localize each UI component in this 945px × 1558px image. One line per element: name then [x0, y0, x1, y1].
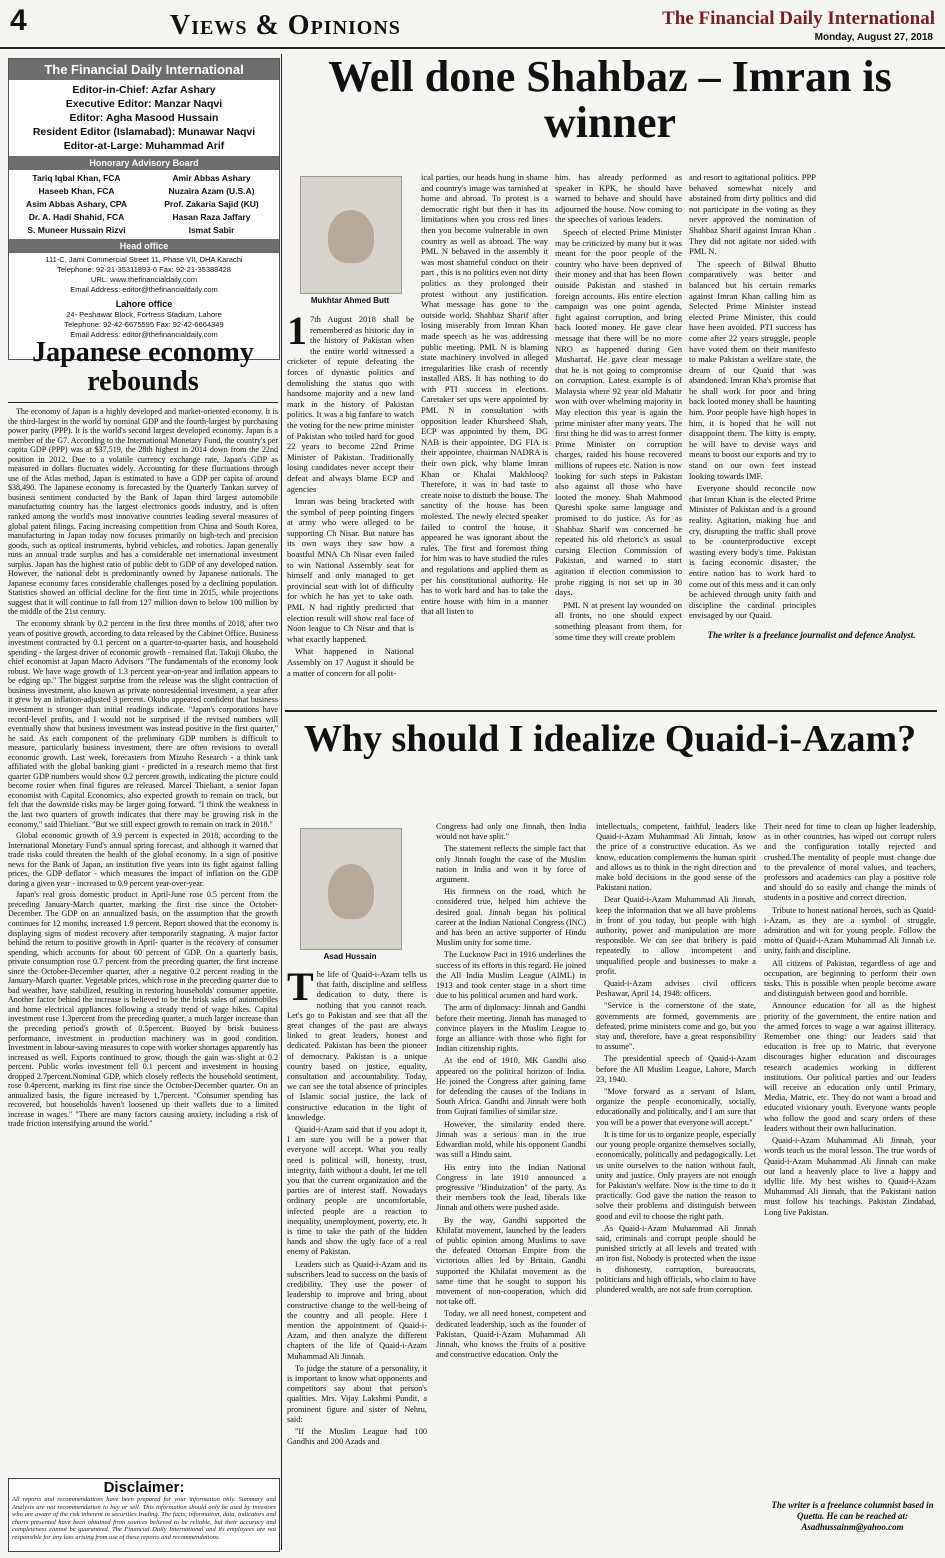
masthead-box [8, 58, 280, 360]
paragraph: Global economic growth of 3.9 percent is expected in 2018, according to the International Monetary Fund's annual spring forecast, and although it warned that trade risks could threaten the health of the global economy. In a sign of positive news for the Bank of Japan, an institution five years into its fight against falling prices, the GDP deflator - which measures the impact of inflation on the GDP during a given year - increased to 0.9 percent year-over-year. [8, 831, 278, 888]
shahbaz-column-4 [689, 172, 816, 627]
paragraph: The economy of Japan is a highly developed and market-oriented economy. It is the third-largest in the world by nominal GDP and the fourth-largest by purchasing power parity (PPP). It is the world's second largest developed economy. Japan is a member of the G7. According to the International Monetary Fund, the country's per capita GDP (PPP) was at $37,519, the 28th highest in 2014 down from the 22nd position in 2012. Due to a volatile currency exchange rate, Japan's GDP as measured in dollars fluctuates widely. Accounting for these fluctuations through use of the Atlas method, Japan is estimated to have a GDP per capita of around $38,490. The Japanese economy is forecasted by the Quarterly Tankan survey of business sentiment conducted by the Bank of Japan third largest automobile manufacturing country has the largest electronics goods industry, and is often ranked among the world's most innovative countries leading several measures of global patent filings. Facing increasing competition from China and South Korea, manufacturing in Japan today now focuses primarily on high-tech and precision goods, such as optical instruments, hybrid vehicles, and robotics. Japan generally runs an annual trade surplus and has a considerable net international investment surplus. Japan has the highest ratio of public debt to GDP of any developed nation. However, the national debt is predominantly owned by Japanese nationals. The Japanese economy faces considerable challenges posed by a declining population. Statistics showed an official decline for the first time in 2015, while projections suggest that it will continue to fall from 127 million down to below 100 million by the middle of the 21st century. [8, 407, 278, 617]
role: Editor-in-Chief: Azfar Ashary [72, 84, 216, 96]
paragraph: 7th August 2018 shall be remembered as historic day in the history of Pakistan when the entire world witnessed a cricketer of repute defeating the forces of dynastic politics and demolishing the status quo with handsome majority and a new land mark in the history of Pakistan politics. It was a big fanfare to watch the voting for the new prime minister of Pakistan who toiled hard for good 22 years to become 22nd Prime Minister of Pakistan. Traditionally losing candidates never accept their defeat and always blame ECP and agencies [287, 314, 414, 494]
paragraph: and resort to agitational politics. PPP behaved somewhat nicely and abstained from dirty politics and did not participate in the voting as they never approved the nomination of Shahbaz Sharif against Imran Khan . They did not agitate nor sided with PML N. [689, 172, 816, 257]
board-member: Asim Abbas Ashary, CPA [25, 199, 128, 209]
quaid-column-1 [287, 970, 427, 1550]
paragraph: The Lucknow Pact in 1916 underlines the success of its efforts in this regard. He joined the All India Muslim League (AIML) in 1913 and took center stage in a short time due to his political acumen and hard work. [436, 950, 586, 1001]
role: Resident Editor (Islamabad): Munawar Naqvi [32, 126, 256, 138]
paragraph: Quaid-i-Azam advises civil officers Peshawar, April 14, 1948: officers. [596, 979, 756, 999]
board-member: Amir Abbas Ashary [172, 173, 251, 183]
paragraph: Quaid-i-Azam Muhammad Ali Jinnah, your words teach us the moral lesson. The true words of Quaid-i-Azam Muhammad Ali Jinnah can make our land a heavenly place to live a happy and idyllic life. My best wishes to Quaid-i-Azam Muhammad Ali Jinnah, that the Pakistani nation must follow his teachings. Pakistan Zindabad, Long live Pakistan. [764, 1136, 936, 1217]
paragraph: Everyone should reconcile now that Imran Khan is the elected Prime Minister of Pakistan and is a ground reality. Agitation, making hue and cry, disrupting the traffic shall prove to be counterproductive except wasting every body's time. Pakistan is facing economic disaster, the entire nation has to work hard to come out of this mess and it can only be achieved through unity faith and discipline the cardinal principles envisaged by our Quaid. [689, 483, 816, 621]
quaid-column-2 [436, 822, 586, 1550]
lahore-office-title: Lahore office [115, 299, 173, 309]
address-line: Telephone: 92-21-35311893-6 Fax: 92-21-35388428 [57, 265, 231, 274]
paragraph: Today, we all need honest, competent and dedicated leadership, such as the founder of Pakistan, Quaid-i-Azam Muhammad Ali Jinnah, who knows the fruits of a positive and constructive education. Only the [436, 1309, 586, 1360]
paragraph: Tribute to honest national heroes, such as Quaid-i-Azam, as they are a symbol of struggle, admiration and wit for young people. Follow the motto of Quaid-i-Azam Muhammad Ali Jinnah i.e. unity, faith and discipline. [764, 905, 936, 956]
japan-headline: Japanese economy rebounds [32, 337, 254, 398]
paragraph: At the end of 1910, MK Gandhi also appeared on the political horizon of India. He joined the Congress after gaining fame for defending the causes of the Indians in South Africa. Gandhi and Jinnah were both from Gujrati families of similar size. [436, 1056, 586, 1117]
paragraph: Japan's real gross domestic product in April-June rose 0.5 percent from the preceding January-March quarter, marking the first rise since the October-December. The GDP on an annualized basis, on the assumption that the growth continues for 12 months, increased 1.9 percent. Report showed that the economy is displaying signs of modest recovery after temporarily stagnating. A major factor behind the return to positive growth in April- quarter is the recovery of consumer spending, which accounts for about 60 percent of GDP. On a quarterly basis, private consumption rose 0.7 percent from the preceding quarter, the first increase since the October-December quarter, after a negative 0.2 percent reading in the January-March quarter. Vegetable prices, which rose in the preceding quarter due to bad weather, have stabilized, resulting in restoring households' consumer appetite. Another factor behind the increase is believed to be the brisk sales of automobiles and home electrical appliances following a steady trend of wage hikes. Capital investment rose 1.3percent from the preceding quarter, a much larger increase than the preceding period's growth of 0.5percent. Buoyed by brisk business performance, investment in production machinery was in good condition. Investment in labour-saving measures to cope with worker shortages apparently has increased as well. Exports continued to grow, though the gain was slight at 0.2 percent. Public works investment fell 0.1 percent and investment in housing dropped 2.7percent.Nominal GDP, which closely reflects the household sentiment, rose 0.4percent, marking its first rise since the October-December quarter. On an annualized basis, the figure increased by 1.7percent. "Consumer spending has recovered, but households haven't loosened up their wallets due to a limited increase in wages." "There are many factors causing anxiety, including a risk of trade friction intensifying around the world." [8, 890, 278, 1129]
paragraph: "If the Muslim League had 100 Gandhis and 200 Azads and [287, 1426, 427, 1447]
board-member: Nuzaira Azam (U.S.A) [168, 186, 255, 196]
shahbaz-headline: Well done Shahbaz – Imran is winner [328, 52, 892, 148]
divider [8, 402, 278, 403]
editorial-roles [9, 80, 279, 156]
paragraph: Leaders such as Quaid-i-Azam and its subscribers lead to success on the basis of credibility. They use the power of leadership to improve and bring about constructive change to the well-being of the country and all people. Here I mention the appointment of Quaid-i-Azam, and then analyze the different chapters of the life of Quaid-i-Azam Muhammad Ali Jinnah. [287, 1259, 427, 1361]
drop-cap: T [287, 970, 314, 1009]
role: Executive Editor: Manzar Naqvi [65, 98, 223, 110]
lahore-office [9, 297, 279, 342]
paragraph: The arm of diplomacy: Jinnah and Gandhi before their meeting. Jinnah has managed to convince players in the Muslim League to forge an alliance with those who fight for Indian citizenship rights. [436, 1003, 586, 1054]
advisory-board-title: Honorary Advisory Board [9, 156, 279, 170]
author-photo [300, 828, 402, 950]
issue-date: Monday, August 27, 2018 [814, 32, 933, 43]
email-address[interactable]: Email Address: editor@thefinancialdaily.com [70, 285, 218, 294]
shahbaz-column-2 [421, 172, 548, 694]
paragraph: What happened in National Assembly on 17 August it should be a matter of concern for all polit- [287, 646, 414, 678]
paragraph: The speech of Bilwal Bhutto comparatively was better and balanced but his certain remarks against Imran Khan calling him as Selected Prime Minister instead elected Prime Minister, this could have been avoided. PTI success has come after 22 years struggle, people have voted them on their manifesto to make Pakistan a welfare state, the dream of our Quaid that was abandoned. Imran Kha's promise that he shall work for poor and bring back looted money shall be haunting him. Poor people have high hopes in him, it is hoped that he will not disappoint them. The kitty is empty, he will have to devise ways and means to boost our exports and try to stand on our own feet instead looking towards IMF. [689, 258, 816, 481]
paragraph: Congress had only one Jinnah, then India would not have split." [436, 822, 586, 842]
paragraph: However, the similarity ended there. Jinnah was a serious man in the true Edwardian mold, while his opponent Gandhi was still a Hindu saint. [436, 1119, 586, 1160]
paragraph: intellectuals, competent, faithful, leaders like Quaid-i-Azam Muhammad Ali Jinnah, know the price of a constructive education. As we know, education complements the human spirit and allows us to think in the right direction and make bold decisions in the good sense of the Pakistani nation. [596, 822, 756, 893]
board-member: Haseeb Khan, FCA [38, 186, 115, 196]
email-address[interactable]: Email Address: editor@thefinancialdaily.com [70, 330, 218, 339]
paragraph: All citizens of Pakistan, regardless of age and occupation, are beginning to perform their own tasks. This is possible when people become aware and distinguish between good and horrible. [764, 958, 936, 999]
paragraph: Imran was being bracketed with the symbol of peep pointing fingers at army who were alleged to be supporting Ch Nisar. But nature has its own ways they saw how a boastful MNA Ch Nisar even failed to win National Assembly seat for himself and only managed to get provincial seat with lot of difficulty for which he has yet to take oath. PML N had rightly predicted that election result will show real face of Noon league to Ch Nisar and that is what exactly happened. [287, 496, 414, 644]
paragraph: Announce education for all as the highest priority of the government, the entire nation and the armed forces to wage a war against illiteracy. Remember one thing: our leaders said that education is free up to Matric, that everyone discourages higher education and discourages research academics working in different institutions. Our political parties and our leaders will receive an education only until Primary, Media, Matric, etc. They do not want a broad and educated visionary youth. Everyone wants people who follow the good and scary orders of these leaders without their own hallucination. [764, 1001, 936, 1133]
page-number: 4 [10, 4, 27, 37]
shahbaz-column-1 [287, 314, 414, 694]
disclaimer-text: All reports and recommendations have been prepared for your information only. Summary and Analysis are not recommendation to buy or sell. This information should only be used by investors who are aware of the risk inherent in securities trading. The facts, information, data, indicators and charts presented have been obtained from sources believed to be reliable, but their accuracy and completeness cannot be guaranteed. The Financial Daily International and its employees are not responsible for any loss arising from use of these reports and recommendations. [12, 1496, 276, 1541]
role: Editor: Agha Masood Hussain [69, 112, 219, 124]
quaid-headline: Why should I idealize Quaid-i-Azam? [303, 718, 917, 760]
author-byline: Mukhtar Ahmed Butt [310, 296, 390, 305]
role: Editor-at-Large: Muhammad Arif [63, 140, 225, 152]
board-member: Hasan Raza Jaffary [172, 212, 251, 222]
writer-email[interactable]: Asadhussainm@yahoo.com [801, 1522, 904, 1532]
writer-note-text: The writer is a freelance columnist based in Quetta. He can be reached at: [771, 1500, 934, 1521]
disclaimer-title: Disclaimer: [103, 1479, 185, 1496]
paragraph: It is time for us to organize people, especially our young people organize themselves socially, economically, politically and pedagogically. Let us unite ourselves to the nation without fault, unity and justice. Only prayers are not enough for Pakistan's welfare. Now is the time to do it practically. God gave the nation the reason to solve their problems and distinguish between good and evil to choose the right path. [596, 1129, 756, 1221]
paragraph: The presidential speech of Quaid-i-Azam before the All Muslim League, Lahore, March 23, 1940. [596, 1054, 756, 1084]
paragraph: PML N at present lay wounded on all fronts, no one should expect something pleasant from them, for some time they will create problem [555, 599, 682, 642]
website-url[interactable]: URL: www.thefinancialdaily.com [90, 275, 198, 284]
address-line: Telephone: 92-42-6675595 Fax: 92-42-6664349 [64, 320, 224, 329]
advisory-board-list [9, 170, 279, 239]
paragraph: Quaid-i-Azam said that if you adopt it, I am sure you will be a power that everyone will accept. What you really need is political will, honesty, trust, integrity, faith without a doubt, let me tell you that the current organization and the parties are of interest staff. Nowadays ordinary people are uncomfortable, infected people are a reaction to inequality, unemployment, poverty, etc. It is time to take the path of the hidden hands and show the ugly face of a real enemy of Pakistan. [287, 1125, 427, 1257]
section-divider [285, 710, 937, 712]
board-member: S. Muneer Hussain Rizvi [27, 225, 126, 235]
column-separator [281, 54, 282, 1550]
author-photo [300, 176, 402, 294]
shahbaz-column-3 [555, 172, 682, 694]
paragraph: Dear Quaid-i-Azam Muhammad Ali Jinnah, keep the information that we all have problems in front of you today, but people with high authority, power and manipulation are more responsible. We can see that bribery is paid repeatedly to allow incompetent and unqualified people and businesses to make a profit. [596, 895, 756, 976]
author-byline: Asad Hussain [323, 952, 377, 961]
head-office-title: Head office [9, 239, 279, 253]
drop-cap: 1 [287, 314, 307, 353]
address-line: 111-C, Jami Commercial Street 11, Phase VII, DHA Karachi [45, 255, 243, 264]
paragraph: The economy shrank by 0.2 percent in the first three months of 2018, after two years of positive growth, according to data released by the Cabinet Office. Business investment contracted by 0.1 percent on a quarter-to-quarter basis, and household spending - the largest driver of economic growth - remained flat. Takuji Okubo, the chief economist at Japan Macro Advisors "The fundamentals of the economy look robust. We have wage growth of 1.3 percent year-on-year and inflation appears to be edging up." The biggest surprise from the release was the slight contraction of business investment, also known as private nonresidential investment, a year after it grew by an inflation-adjusted 3 percent. Okubo appeared confident that business investment is stronger than initial readings indicate. "Japan's corporations have record-level profits, and I would not be surprised if the revised numbers will eventually show that business investment was instead positive in the first quarter," he said. As each component of the preliminary GDP numbers is difficult to measure, particularly business investment, there are often revisions to overall economic growth. Last week, forecasters from Mizuho Research - a think tank affiliated with the global banking giant - predicted in a research memo that first quarter GDP numbers would show 0.2 percent growth, indicating the picture could become rosier when final figures are released. Marcel Thieliant, a senior Japan economist with Capital Economics, also expected growth to remain on track, but felt that the downside risks may be larger going forward. "I think the weakness in the last two quarters of growth indicates that there may be growing risk in the economy," said Thieliant. "But we still expect growth to remain on track in 2018." [8, 619, 278, 829]
paragraph: "Move forward as a servant of Islam, organize the people economically, socially, educationally and politically, and I am sure that you will be a power that everyone will accept." [596, 1087, 756, 1127]
masthead-title: The Financial Daily International [9, 59, 279, 80]
paragraph: To judge the stature of a personality, it is important to know what opponents and competitors say about that person's qualities. Mrs. Vijay Lakshmi Pundit, a prominent figure and sister of Nehru, said: [287, 1363, 427, 1424]
disclaimer-box [8, 1478, 280, 1552]
board-member: Prof. Zakaria Sajid (KU) [164, 199, 259, 209]
writer-note [770, 1500, 935, 1533]
paragraph: As Quaid-i-Azam Muhammad Ali Jinnah said, criminals and corrupt people should be punished strictly at all levels and treated with an iron fist. Nobody is protected when the issue is dishonesty, corruption, bureaucrats, politicians and high officials, who claim to have plundered wealth, are not safe from corruption. [596, 1223, 756, 1294]
paragraph: Their need for time to clean up higher leadership, as in other countries, has wiped out corrupt rulers and the configuration totally rejected and crushed.The mentality of people must change due to the prevalence of moral values, and teachers, professors and academics can play a positive role and should do so easily and change the minds of students in a positive and correct direction. [764, 822, 936, 903]
paragraph: His firmness on the road, which he considered true, helped him achieve the desired goal. Jinnah began his political career at the Indian National Congress (INC) and has been an active supporter of Hindu Muslim unity for some time. [436, 887, 586, 948]
board-member: Ismat Sabir [188, 225, 235, 235]
paragraph: he life of Quaid-i-Azam tells us that faith, discipline and selfless dedication to duty, there is nothing that you cannot reach. Let's go to Pakistan and see that all the great changes of the past are always linked to great leaders, honest and dedicated. Pakistan has been the pioneer of democracy. Pakistan is a unique country based on justice, equality, consultation and accountability. Today, we can see the total absence of principles of Islamic social justice, the lack of constructive education in the light of knowledge. [287, 970, 427, 1122]
paragraph: The statement reflects the simple fact that only Jinnah fought the case of the Muslim nation in India and won it by force of argument. [436, 844, 586, 885]
writer-note: The writer is a freelance journalist and defence Analyst. [707, 630, 916, 640]
quaid-column-3 [596, 822, 756, 1550]
japan-article-body [8, 407, 278, 1473]
board-member: Tariq Iqbal Khan, FCA [32, 173, 121, 183]
paragraph: By the way, Gandhi supported the Khilafat movement, launched by the leaders of public opinion among Muslims to save the defeated Ottoman Empire from the victorious allies led by Britain. Gandhi supported the Khilafat movement as the same time that he sought to support his movement of non-cooperation, which did not take off. [436, 1215, 586, 1307]
paragraph: him. has already performed as speaker in KPK, he should have warned to behave and should have adjourned the house. Now coming to the speeches of various leaders. [555, 172, 682, 225]
section-title: Views & Opinions [170, 10, 401, 41]
quaid-column-4 [764, 822, 936, 1492]
head-office-address [9, 253, 279, 297]
header-rule [0, 47, 945, 49]
paragraph: Speech of elected Prime Minister may be criticized by many but it was meant for the poor people of the country who have been deprived of their money and that has been flown outside Pakistan and stashed in foreign accounts. His entire election campaign was one point agenda, fight against corruption, and bring back looted money. He gave clear message that there will be no more NRO as happened during Gen Musharraf. He gave clear message that he is not going to compromise on corruption. Latest example is of Malaysia where 92 year old Mahatir won with over whelming majority in May election this year is again the prime minister after many years. The first thing he did was to arrest former Prime Minister on corruption charges, raided his house recovered millions of rupees etc. Nation is now looking for such steps in Pakistan also against all those who have looted the money. Shah Mahmood Qureshi spoke same language and promised to do justice. As for as Shahbaz Sharif was concerned he repeated his old rhetoric's as usual cursing Election Commission of Pakistan, and warned to start agitation if election commission to probe rigging is not set up in 30 days. [555, 226, 682, 598]
paragraph: His entry into the Indian National Congress in late 1910 announced a progressive "Hinduization" of the party. As their members took the lead, liberals like Jinnah and others were pushed aside. [436, 1162, 586, 1213]
paragraph: ical parties, our heads hung in shame and country's image was tarnished at home and abroad. To protest is a democratic right but then it has its limitations when you cross red lines then you become vulnerable in own country as well as abroad. The way PML N behaved in the assembly it was most shameful conduct on their part , this is no politics even not dirty politics as they prolonged their protest without any justification. What message has gone to the outside world. Shahbaz Sharif after losing miserably from Imran Khan made speech as he was addressing public meeting. PML N is blaming state machinery involved in alleged irregularities like crash of recently installed ARS. It has nothing to do with PTI success in elections. Caretaker set ups were appointed by PML N in consultation with opposition leader Khursheed Shah, ECP was appointed by them, DG NAB is their appointee, DG FIA is their appointee, chairman NADRA is their own pick, why blame Imran Khan or Khalai Makhlooq? Therefore, it was in bad taste to create noise to disturb the house. The sanctity of the house has been molested. The newly elected speaker failed to control the house, it appeared he was ignorant about the rules. The first and foremost thing for him was to have studied the rules and regulations and applied them as per his constitutional authority. He has to work hard and has to take the entire house with him in a manner that all listen to [421, 172, 548, 617]
paper-name: The Financial Daily International [662, 8, 935, 29]
paragraph: "Service is the cornerstone of the state, governments are formed, governments are defeated, prime ministers come and go, but you stay and, therefore, have a great responsibility to assume". [596, 1001, 756, 1052]
board-member: Dr. A. Hadi Shahid, FCA [28, 212, 125, 222]
address-line: 24- Peshawar Block, Fortress Stadium, Lahore [66, 310, 222, 319]
